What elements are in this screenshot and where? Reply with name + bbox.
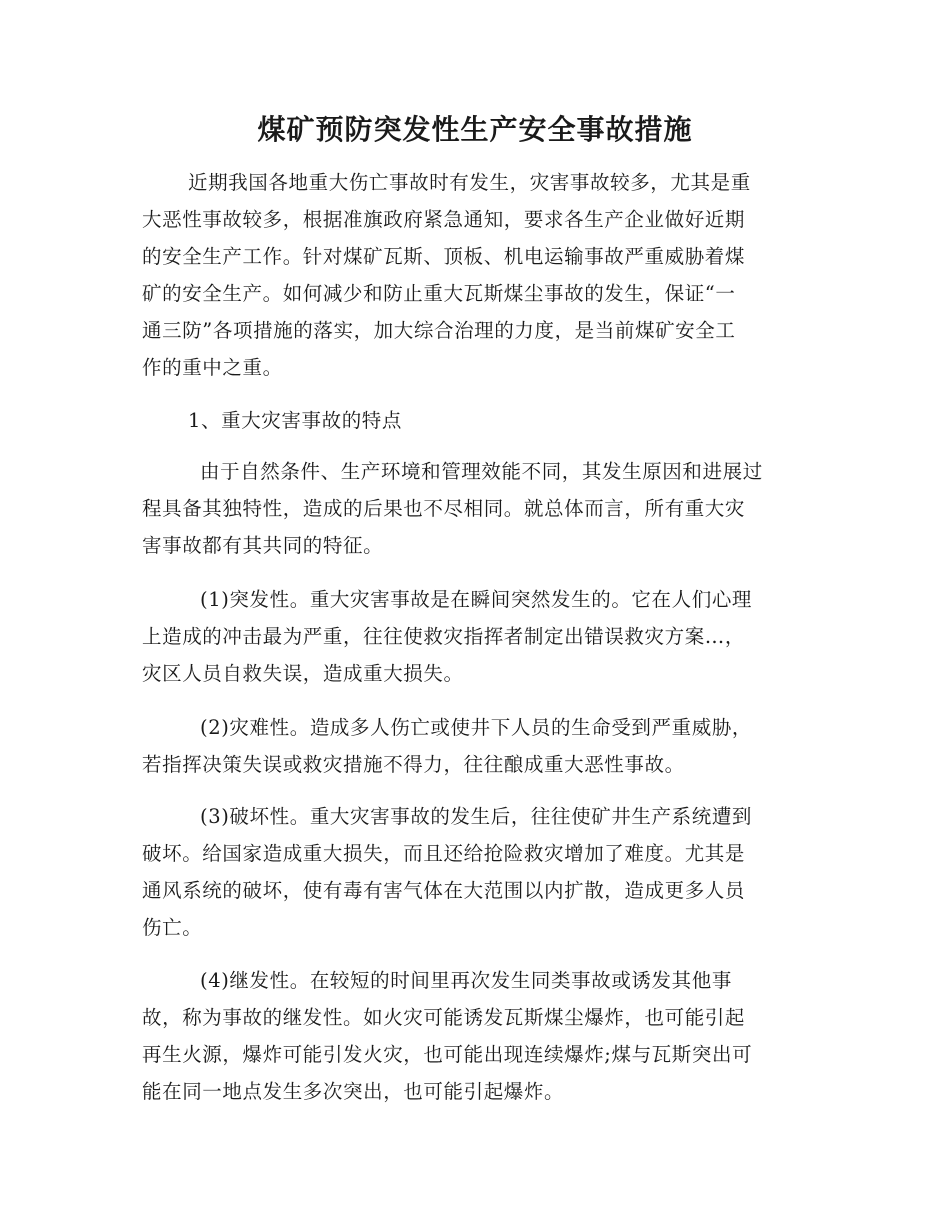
text-line: 害事故都有其共同的特征。 [142, 534, 384, 557]
text-line: (2)灾难性。造成多人伤亡或使井下人员的生命受到严重威胁， [200, 716, 753, 739]
text-line: (3)破坏性。重大灾害事故的发生后，往往使矿井生产系统遭到 [200, 805, 753, 828]
text-line: 矿的安全生产。如何减少和防止重大瓦斯煤尘事故的发生，保证“一 [142, 282, 736, 305]
text-line: 程具备其独特性，造成的后果也不尽相同。就总体而言，所有重大灾 [142, 497, 746, 520]
text-line: 由于自然条件、生产环境和管理效能不同，其发生原因和进展过 [200, 460, 763, 483]
text-line: 故，称为事故的继发性。如火灾可能诱发瓦斯煤尘爆炸，也可能引起 [142, 1006, 746, 1029]
text-line: 破坏。给国家造成重大损失，而且还给抢险救灾增加了难度。尤其是 [142, 842, 746, 865]
document-title: 煤矿预防突发性生产安全事故措施 [257, 113, 693, 146]
text-line: 上造成的冲击最为严重，往往使救灾指挥者制定出错误救灾方案…， [142, 625, 746, 648]
text-line: 若指挥决策失误或救灾措施不得力，往往酿成重大恶性事故。 [142, 753, 685, 776]
text-line: 再生火源，爆炸可能引发火灾，也可能出现连续爆炸;煤与瓦斯突出可 [142, 1043, 753, 1066]
item-4-paragraph [142, 962, 806, 1110]
text-line: 灾区人员自救失误，造成重大损失。 [142, 662, 464, 685]
text-line: 近期我国各地重大伤亡事故时有发生，灾害事故较多，尤其是重 [188, 171, 751, 194]
text-line: (1)突发性。重大灾害事故是在瞬间突然发生的。它在人们心理 [200, 588, 753, 611]
section-heading [142, 402, 806, 439]
text-line: 伤亡。 [142, 916, 203, 939]
text-line: 通三防”各项措施的落实，加大综合治理的力度，是当前煤矿安全工 [142, 319, 736, 342]
intro-paragraph [142, 164, 806, 386]
text-line: 的安全生产工作。针对煤矿瓦斯、顶板、机电运输事故严重威胁着煤 [142, 245, 746, 268]
text-line: 作的重中之重。 [142, 356, 283, 379]
item-1-paragraph [142, 581, 806, 692]
text-line: 通风系统的破坏，使有毒有害气体在大范围以内扩散，造成更多人员 [142, 879, 746, 902]
text-line: 能在同一地点发生多次突出，也可能引起爆炸。 [142, 1080, 565, 1103]
section1-intro-paragraph [142, 453, 806, 564]
item-3-paragraph [142, 798, 806, 946]
item-2-paragraph [142, 709, 806, 783]
section-heading-text: 1、重大灾害事故的特点 [188, 409, 403, 432]
text-line: (4)继发性。在较短的时间里再次发生同类事故或诱发其他事 [200, 969, 732, 992]
text-line: 大恶性事故较多，根据准旗政府紧急通知，要求各生产企业做好近期 [142, 208, 746, 231]
